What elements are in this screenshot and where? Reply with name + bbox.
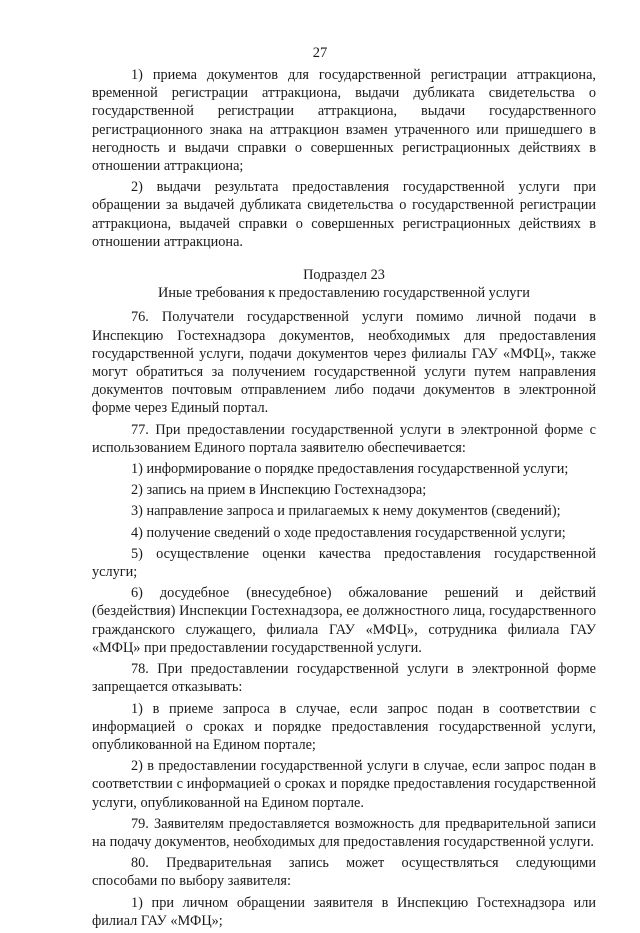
list-item: 2) запись на прием в Инспекцию Гостехнадзора; [131, 482, 427, 499]
page-number: 27 [312, 45, 328, 61]
list-item: 5) осуществление оценки качества предоставления государственной услуги; [92, 545, 596, 581]
list-item: 2) в предоставлении государственной услуги в случае, если запрос подан в соответствии с информацией о сроках и порядке предоставления государственной услуги, опубликованной на Едином портале. [92, 758, 596, 811]
list-item: 1) информирование о порядке предоставления государственной услуги; [131, 461, 569, 478]
list-item: 3) направление запроса и прилагаемых к нему документов (сведений); [131, 503, 561, 520]
list-item: 6) досудебное (внесудебное) обжалование решений и действий (бездействия) Инспекции Гостехнадзора, ее должностного лица, государственного гражданского служащего, филиала ГАУ «МФЦ», сотрудника филиала ГАУ «МФЦ» при предоставлении государственной услуги. [92, 585, 596, 656]
paragraph-80: 80. Предварительная запись может осуществляться следующими способами по выбору заявителя: [92, 855, 596, 890]
page-content [92, 66, 596, 933]
intro-paragraph: 1) приема документов для государственной регистрации аттракциона, временной регистрации аттракциона, выдачи дубликата свидетельства о государственной регистрации аттракциона, выдачи государственного регистрационного знака на аттракцион взамен утраченного или пришедшего в негодность и выдачи справки о совершенных регистрационных действиях в отношении аттракциона; [92, 67, 596, 175]
subsection-title: Иные требования к предоставлению государственной услуги [158, 285, 530, 302]
list-item: 1) при личном обращении заявителя в Инспекцию Гостехнадзора или филиал ГАУ «МФЦ»; [92, 894, 596, 929]
list-item: 4) получение сведений о ходе предоставления государственной услуги; [131, 524, 566, 541]
paragraph-77: 77. При предоставлении государственной услуги в электронной форме с использованием Единого портала заявителю обеспечивается: [92, 421, 596, 456]
paragraph-79: 79. Заявителям предоставляется возможность для предварительной записи на подачу документов, необходимых для предоставления государственной услуги. [92, 815, 596, 850]
paragraph-76: 76. Получатели государственной услуги помимо личной подачи в Инспекцию Гостехнадзора документов, необходимых для предоставления государственной услуги, подачи документов через филиалы ГАУ «МФЦ», также могут обратиться за получением государственной услуги путем направления документов почтовым отправлением либо подачи документов в электронной форме через Единый портал. [92, 309, 596, 417]
subsection-number: Подраздел 23 [303, 267, 385, 284]
intro-paragraph: 2) выдачи результата предоставления государственной услуги при обращении за выдачей дубликата свидетельства о государственной регистрации аттракциона, выдачей справки о совершенных регистрационных действиях в отношении аттракциона. [92, 179, 596, 250]
paragraph-78: 78. При предоставлении государственной услуги в электронной форме запрещается отказывать: [92, 661, 596, 696]
list-item: 1) в приеме запроса в случае, если запрос подан в соответствии с информацией о сроках и порядке предоставления государственной услуги, опубликованной на Едином портале; [92, 700, 596, 753]
